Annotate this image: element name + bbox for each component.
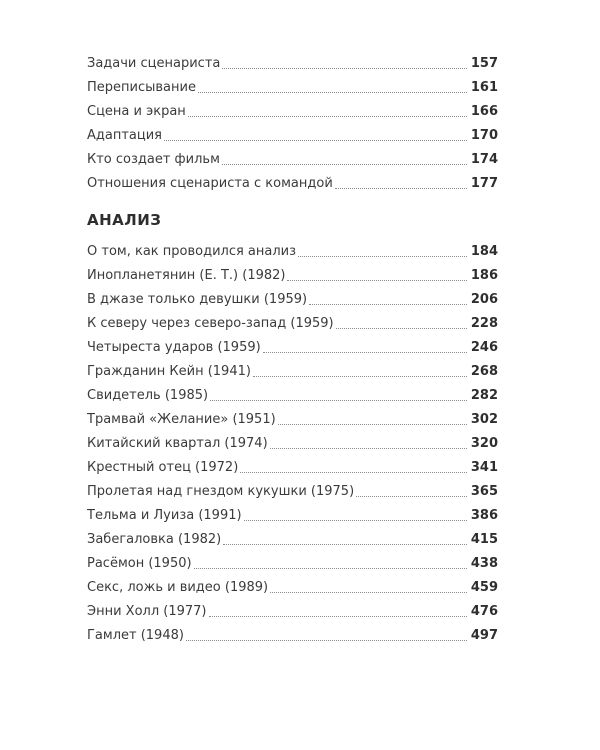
dot-leader bbox=[244, 519, 467, 521]
toc-entry-title: О том, как проводился анализ bbox=[87, 244, 297, 259]
toc-entry-title: Тельма и Луиза (1991) bbox=[87, 508, 242, 523]
toc-entry bbox=[87, 356, 498, 380]
toc-entry bbox=[87, 476, 498, 500]
dot-leader bbox=[222, 67, 466, 69]
dot-leader bbox=[263, 351, 467, 353]
toc-entry-title: В джазе только девушки (1959) bbox=[87, 292, 308, 307]
toc-entry bbox=[87, 572, 498, 596]
dot-leader bbox=[188, 115, 467, 117]
toc-entry-page: 476 bbox=[470, 604, 498, 619]
toc-entry-page: 186 bbox=[470, 268, 498, 283]
toc-entry-title: Пролетая над гнездом кукушки (1975) bbox=[87, 484, 355, 499]
toc-entry-page: 206 bbox=[470, 292, 498, 307]
toc-entry-title: Адаптация bbox=[87, 128, 163, 143]
toc-entry bbox=[87, 72, 498, 96]
dot-leader bbox=[210, 399, 467, 401]
toc-entry-title: Расёмон (1950) bbox=[87, 556, 192, 571]
toc-entry bbox=[87, 452, 498, 476]
dot-leader bbox=[198, 91, 467, 93]
toc-entry-page: 302 bbox=[470, 412, 498, 427]
dot-leader bbox=[309, 303, 467, 305]
toc-entry bbox=[87, 236, 498, 260]
toc-entry bbox=[87, 260, 498, 284]
toc-entry bbox=[87, 168, 498, 192]
toc-entry-page: 157 bbox=[470, 56, 498, 71]
toc-entry-title: Свидетель (1985) bbox=[87, 388, 209, 403]
toc-entry-page: 282 bbox=[470, 388, 498, 403]
toc-entry-title: Китайский квартал (1974) bbox=[87, 436, 268, 451]
toc-entry-title: Энни Холл (1977) bbox=[87, 604, 207, 619]
toc-entry-page: 166 bbox=[470, 104, 498, 119]
dot-leader bbox=[336, 327, 467, 329]
toc-entry-page: 177 bbox=[470, 176, 498, 191]
toc-entry-title: Забегаловка (1982) bbox=[87, 532, 222, 547]
toc-entry-title: Переписывание bbox=[87, 80, 196, 95]
toc-entry-page: 228 bbox=[470, 316, 498, 331]
toc-entry-page: 497 bbox=[470, 628, 498, 643]
dot-leader bbox=[270, 447, 467, 449]
toc-entry bbox=[87, 548, 498, 572]
toc-entry-page: 246 bbox=[470, 340, 498, 355]
toc-entry bbox=[87, 48, 498, 72]
toc-entry-title: К северу через северо-запад (1959) bbox=[87, 316, 334, 331]
toc-entry-page: 170 bbox=[470, 128, 498, 143]
toc-entry-page: 459 bbox=[470, 580, 498, 595]
section-heading: АНАЛИЗ bbox=[87, 211, 162, 229]
toc-entry-page: 438 bbox=[470, 556, 498, 571]
toc-entry-page: 365 bbox=[470, 484, 498, 499]
toc-entry-page: 174 bbox=[470, 152, 498, 167]
toc-entry bbox=[87, 284, 498, 308]
dot-leader bbox=[209, 615, 467, 617]
toc-entry-title: Секс, ложь и видео (1989) bbox=[87, 580, 269, 595]
toc-entry bbox=[87, 596, 498, 620]
dot-leader bbox=[278, 423, 467, 425]
toc-entry-title: Трамвай «Желание» (1951) bbox=[87, 412, 276, 427]
dot-leader bbox=[298, 255, 467, 257]
dot-leader bbox=[186, 639, 467, 641]
dot-leader bbox=[223, 543, 467, 545]
dot-leader bbox=[164, 139, 467, 141]
dot-leader bbox=[222, 163, 467, 165]
toc-entry bbox=[87, 404, 498, 428]
toc-entry bbox=[87, 380, 498, 404]
toc-entry bbox=[87, 308, 498, 332]
toc-entry-title: Задачи сценариста bbox=[87, 56, 221, 71]
dot-leader bbox=[240, 471, 467, 473]
toc-entry bbox=[87, 120, 498, 144]
toc-entry bbox=[87, 500, 498, 524]
toc-entry bbox=[87, 620, 498, 644]
toc-entry-page: 415 bbox=[470, 532, 498, 547]
toc-entry-page: 268 bbox=[470, 364, 498, 379]
toc-entry bbox=[87, 96, 498, 120]
toc-entry-page: 320 bbox=[470, 436, 498, 451]
toc-entry bbox=[87, 144, 498, 168]
dot-leader bbox=[287, 279, 466, 281]
toc-entry bbox=[87, 428, 498, 452]
toc-entry-title: Сцена и экран bbox=[87, 104, 186, 119]
toc-entry-title: Гражданин Кейн (1941) bbox=[87, 364, 251, 379]
toc-entry-page: 341 bbox=[470, 460, 498, 475]
toc-entry bbox=[87, 524, 498, 548]
dot-leader bbox=[335, 187, 467, 189]
toc-entry-title: Четыреста ударов (1959) bbox=[87, 340, 261, 355]
toc-entry-page: 184 bbox=[470, 244, 498, 259]
toc-entry-page: 386 bbox=[470, 508, 498, 523]
toc-entry-title: Инопланетянин (Е. Т.) (1982) bbox=[87, 268, 286, 283]
toc-entry-page: 161 bbox=[470, 80, 498, 95]
dot-leader bbox=[356, 495, 467, 497]
toc-entry-title: Гамлет (1948) bbox=[87, 628, 184, 643]
toc-entry-title: Отношения сценариста с командой bbox=[87, 176, 333, 191]
toc-entry-title: Крестный отец (1972) bbox=[87, 460, 239, 475]
dot-leader bbox=[253, 375, 467, 377]
toc-entry bbox=[87, 332, 498, 356]
toc-entry-title: Кто создает фильм bbox=[87, 152, 220, 167]
dot-leader bbox=[194, 567, 467, 569]
dot-leader bbox=[270, 591, 467, 593]
